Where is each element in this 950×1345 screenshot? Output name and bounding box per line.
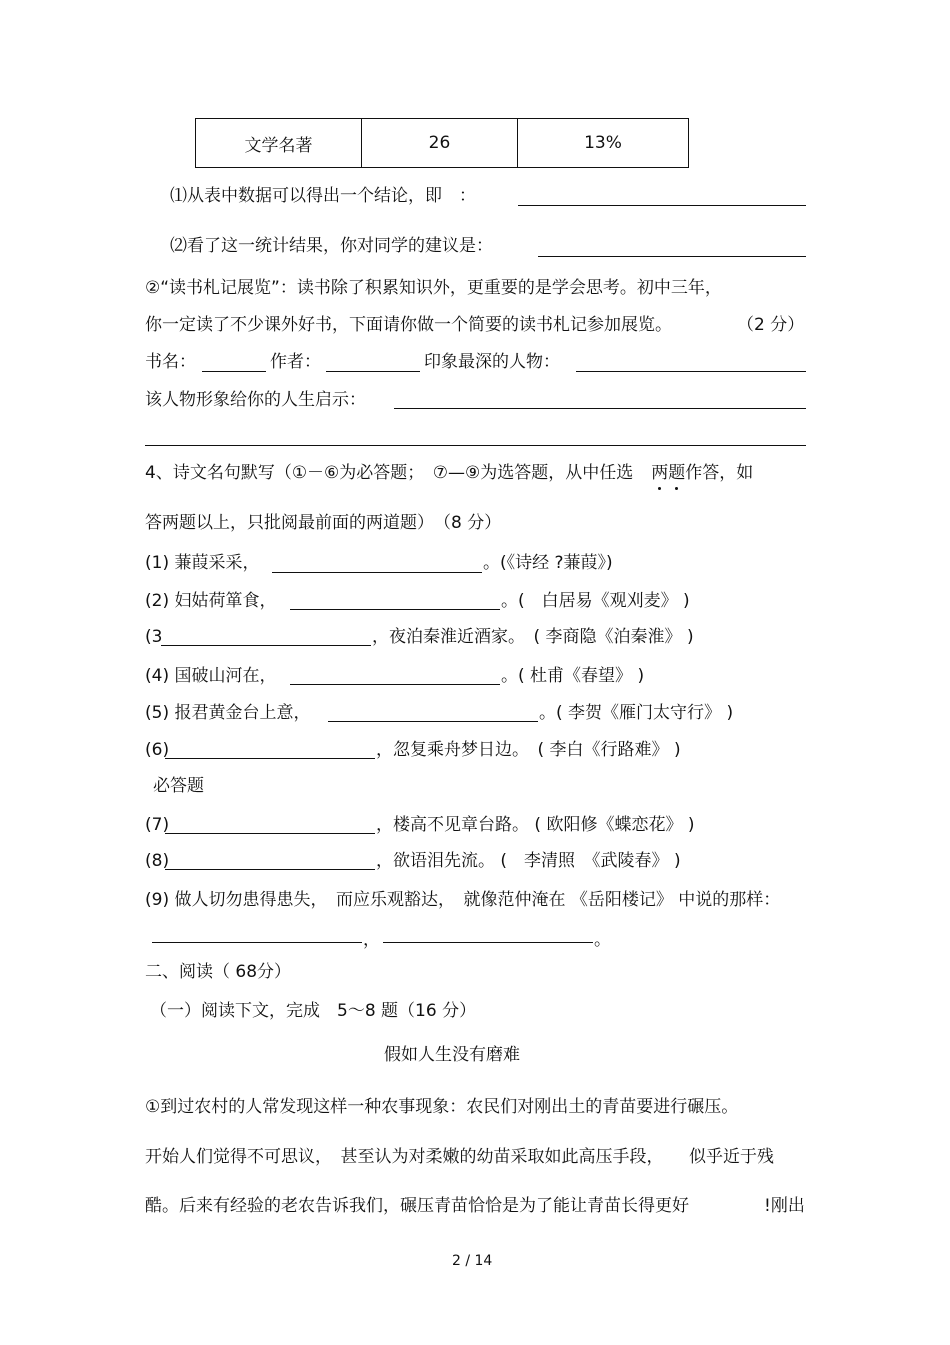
question-2: ⑵看了这一统计结果，你对同学的建议是： (170, 236, 493, 256)
poem-9-blank-1[interactable] (152, 942, 362, 943)
poem-9-blank-2[interactable] (383, 942, 593, 943)
q4-line1-text: 4、诗文名句默写（①－⑥为必答题； ⑦—⑨为选答题，从中任选 (145, 463, 634, 483)
character-blank[interactable] (576, 371, 806, 372)
poem-5-start: (5) 报君黄金台上意， (145, 703, 311, 723)
poem-2-end: 。( 白居易《观刈麦》 ) (501, 591, 690, 611)
insight-blank-1[interactable] (394, 408, 806, 409)
poem-7-blank[interactable] (165, 833, 375, 834)
table-cell-category: 文学名著 (196, 119, 362, 168)
poem-7-start: (7) (145, 815, 170, 835)
part-1-heading: （一）阅读下文，完成 5～8 题（16 分） (150, 1001, 477, 1021)
author-blank[interactable] (326, 371, 420, 372)
article-para-3: 酷。后来有经验的老农告诉我们，碾压青苗恰恰是为了能让青苗长得更好 (145, 1196, 689, 1216)
poem-3-blank[interactable] (161, 645, 371, 646)
q4-line2: 答两题以上，只批阅最前面的两道题） （8 分） (145, 513, 502, 533)
poem-9-period: 。 (594, 930, 611, 950)
table-row (196, 119, 689, 168)
poem-4-start: (4) 国破山河在， (145, 666, 277, 686)
page-number: 2 / 14 (452, 1253, 493, 1269)
poem-9-comma: ， (363, 930, 380, 950)
answer-blank-q2[interactable] (538, 256, 806, 257)
insight-label: 该人物形象给你的人生启示： (145, 390, 366, 410)
poem-8-start: (8) (145, 851, 170, 871)
stat-table (195, 118, 689, 168)
section-2-heading: 二、阅读（ 68分） (145, 962, 292, 982)
answer-blank-q1[interactable] (518, 205, 806, 206)
table-cell-count: 26 (362, 119, 518, 168)
poem-5-end: 。( 李贺《雁门太守行》 ) (539, 703, 734, 723)
q4-line1 (145, 463, 753, 483)
item2-line2: 你一定读了不少课外好书，下面请你做一个简要的读书札记参加展览。 (145, 315, 672, 335)
poem-3-end: ，夜泊秦淮近酒家。 ( 李商隐《泊秦淮》 ) (372, 627, 694, 647)
insight-blank-2[interactable] (145, 445, 806, 446)
item2-score: （2 分） (737, 315, 805, 335)
poem-8-blank[interactable] (165, 869, 375, 870)
poem-6-start: (6) (145, 740, 170, 760)
poem-9-text: (9) 做人切勿患得患失， 而应乐观豁达， 就像范仲淹在 《岳阳楼记》 中说的那样： (145, 890, 781, 910)
poem-4-blank[interactable] (290, 684, 500, 685)
poem-1-blank[interactable] (272, 572, 482, 573)
poem-8-end: ，欲语泪先流。 ( 李清照 《武陵春》 ) (376, 851, 681, 871)
book-name-blank[interactable] (202, 371, 266, 372)
item2-line1: ②“读书札记展览”：读书除了积累知识外，更重要的是学会思考。初中三年， (145, 278, 722, 298)
poem-2-start: (2) 妇姑荷箪食， (145, 591, 277, 611)
poem-4-end: 。( 杜甫《春望》 ) (501, 666, 645, 686)
article-para-2: 开始人们觉得不可思议， 甚至认为对柔嫩的幼苗采取如此高压手段， 似乎近于残 (145, 1147, 774, 1167)
question-1: ⑴从表中数据可以得出一个结论，即 ： (170, 186, 476, 206)
book-label: 书名： (145, 352, 196, 372)
poem-3-start: (3 (145, 627, 163, 647)
poem-1-start: (1) 蒹葭采采， (145, 553, 260, 573)
character-label: 印象最深的人物： (424, 352, 560, 372)
article-para-1: ①到过农村的人常发现这样一种农事现象：农民们对刚出土的青苗要进行碾压。 (145, 1097, 739, 1117)
poem-2-blank[interactable] (290, 609, 500, 610)
poem-7-end: ，楼高不见章台路。 ( 欧阳修《蝶恋花》 ) (376, 815, 695, 835)
poem-1-end: 。(《诗经 ?蒹葭》) (483, 553, 613, 573)
q4-line1-tail: 作答，如 (685, 463, 754, 483)
author-label: 作者： (270, 352, 321, 372)
emphasis-char-1: 两 (651, 463, 669, 483)
article-title: 假如人生没有磨难 (384, 1045, 520, 1065)
required-label: 必答题 (153, 776, 204, 796)
poem-6-blank[interactable] (165, 758, 375, 759)
poem-6-end: ，忽复乘舟梦日边。 ( 李白《行路难》 ) (376, 740, 681, 760)
table-cell-percent: 13% (518, 119, 689, 168)
article-para-3-tail: !刚出 (764, 1196, 805, 1216)
emphasis-char-2: 题 (668, 463, 686, 483)
poem-5-blank[interactable] (328, 721, 538, 722)
